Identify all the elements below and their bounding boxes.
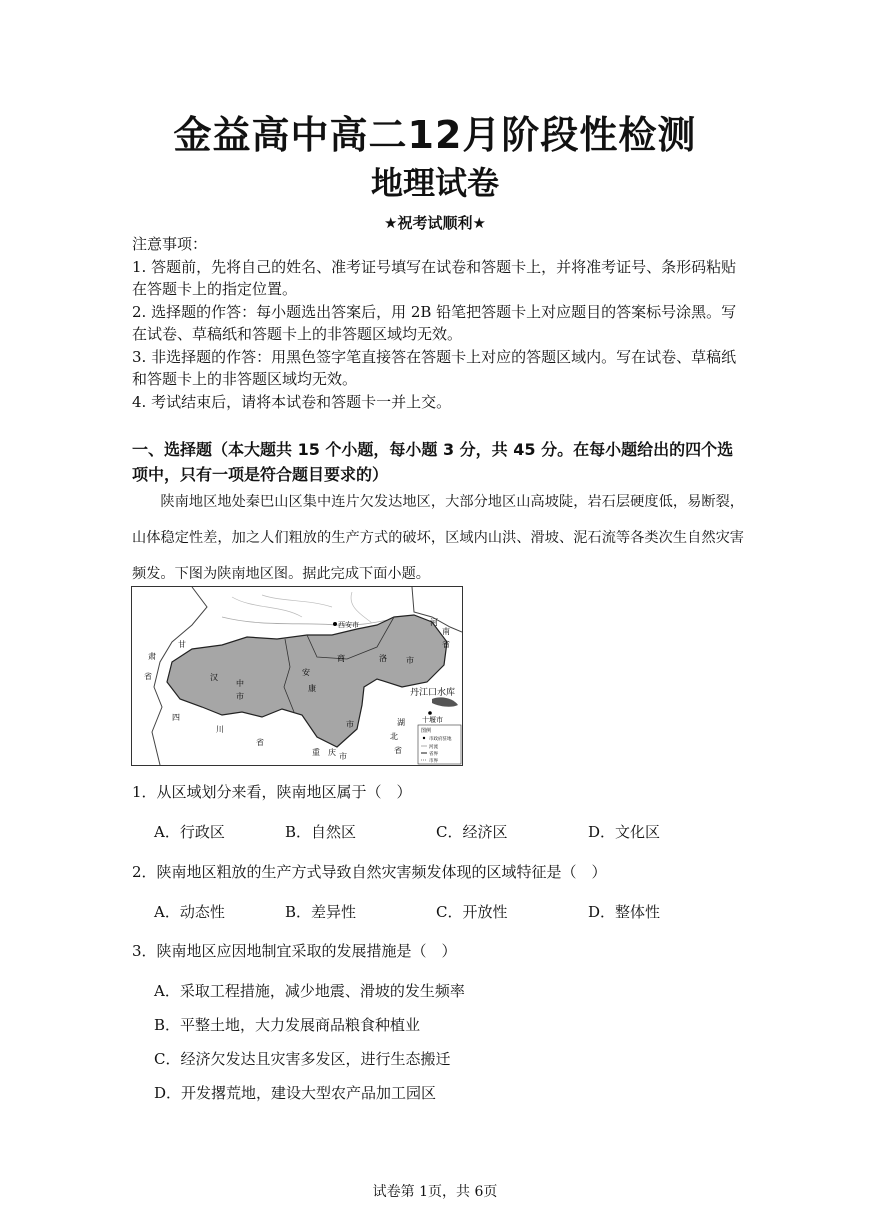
- map-label-shiyan: 十堰市: [422, 716, 443, 724]
- legend-city-border: 市界: [429, 759, 438, 764]
- map-label: 汉: [210, 673, 218, 682]
- question-3-option-b[interactable]: B．平整土地，大力发展商品粮食种植业: [154, 1016, 421, 1034]
- question-3-stem: 3．陕南地区应因地制宜采取的发展措施是（ ）: [132, 942, 457, 960]
- map-label: 市: [406, 656, 414, 665]
- map-label: 省: [256, 738, 264, 747]
- question-2-option-c[interactable]: C．开放性: [436, 903, 508, 921]
- page-footer: 试卷第 1页，共 6页: [372, 1184, 498, 1200]
- question-1-option-b[interactable]: B．自然区: [285, 823, 357, 841]
- map-label: 四: [172, 713, 180, 722]
- question-3-option-d[interactable]: D．开发撂荒地，建设大型农产品加工园区: [154, 1084, 437, 1102]
- exam-notes: [132, 233, 744, 413]
- shiyan-city-dot: [428, 711, 432, 715]
- map-label: 市: [236, 692, 244, 701]
- note-item-2: 2. 选择题的作答：每小题选出答案后，用 2B 铅笔把答题卡上对应题目的答案标号涂黑。写在试卷、草稿纸和答题卡上的非答题区域均无效。: [132, 302, 737, 343]
- shaannan-region: [167, 615, 447, 747]
- question-2-option-d[interactable]: D．整体性: [588, 903, 661, 921]
- map-label: 湖: [397, 718, 405, 727]
- xian-city-dot: [333, 622, 337, 626]
- legend-province-border: 省界: [429, 752, 438, 757]
- map-label: 重: [312, 748, 320, 757]
- note-item-4: 4. 考试结束后，请将本试卷和答题卡一并上交。: [132, 392, 452, 411]
- map-label-xian: 西安市: [338, 621, 359, 629]
- map-label: 安: [302, 668, 310, 677]
- river: [262, 595, 332, 607]
- map-label: 肃: [148, 652, 156, 661]
- shaannan-map: [131, 586, 463, 766]
- map-label: 北: [390, 732, 398, 741]
- question-2-stem: 2．陕南地区粗放的生产方式导致自然灾害频发体现的区域特征是（ ）: [132, 863, 607, 881]
- legend-city: 市政府驻地: [429, 737, 452, 742]
- map-label: 省: [394, 746, 402, 755]
- map-label: 市: [346, 720, 354, 729]
- map-label: 洛: [379, 654, 387, 663]
- legend-title: 图例: [421, 728, 432, 734]
- map-label: 庆: [328, 748, 336, 757]
- reading-passage: 陕南地区地处秦巴山区集中连片欠发达地区，大部分地区山高坡陡，岩石层硬度低，易断裂，山体稳定性差，加之人们粗放的生产方式的破坏，区域内山洪、滑坡、泥石流等各类次生自然灾害频发。下图为陕南地区图。据此完成下面小题。: [132, 494, 744, 582]
- map-label: 甘: [178, 640, 186, 649]
- map-label: 中: [236, 679, 244, 688]
- question-2-option-a[interactable]: A．动态性: [154, 903, 225, 921]
- map-label: 市: [339, 752, 347, 761]
- section-title: 一、选择题（本大题共 15 个小题，每小题 3 分，共 45 分。在每小题给出的四个选项中，只有一项是符合题目要求的）: [132, 440, 734, 484]
- note-item-3: 3. 非选择题的作答：用黑色签字笔直接答在答题卡上对应的答题区域内。写在试卷、草稿纸和答题卡上的非答题区域均无效。: [132, 347, 737, 388]
- legend-river: 河流: [429, 745, 438, 750]
- note-item-1: 1. 答题前，先将自己的姓名、准考证号填写在试卷和答题卡上，并将准考证号、条形码粘贴在答题卡上的指定位置。: [132, 257, 737, 298]
- reservoir: [432, 697, 458, 706]
- river: [351, 592, 372, 623]
- map-figure: [132, 587, 462, 765]
- blessing-line: ★祝考试顺利★: [384, 214, 486, 232]
- map-legend: [418, 725, 461, 764]
- map-label-reservoir: 丹江口水库: [410, 688, 456, 698]
- map-label: 南: [442, 627, 450, 636]
- question-1-option-c[interactable]: C．经济区: [436, 823, 508, 841]
- map-label: 省: [442, 640, 450, 649]
- question-3-option-c[interactable]: C．经济欠发达且灾害多发区，进行生态搬迁: [154, 1050, 451, 1068]
- exam-title-line1: 金益高中高二12月阶段性检测: [173, 113, 697, 157]
- notes-heading: 注意事项：: [132, 235, 208, 253]
- question-1-option-a[interactable]: A．行政区: [154, 823, 225, 841]
- map-label: 康: [308, 684, 316, 693]
- question-1-option-d[interactable]: D．文化区: [588, 823, 661, 841]
- question-3-option-a[interactable]: A．采取工程措施，减少地震、滑坡的发生频率: [154, 982, 465, 1000]
- map-label: 河: [430, 618, 438, 627]
- question-2-option-b[interactable]: B．差异性: [285, 903, 357, 921]
- question-1-stem: 1．从区域划分来看，陕南地区属于（ ）: [132, 783, 412, 801]
- map-label: 省: [144, 672, 152, 681]
- map-label: 商: [337, 654, 345, 663]
- exam-title-line2: 地理试卷: [370, 164, 499, 202]
- map-label: 川: [216, 725, 224, 734]
